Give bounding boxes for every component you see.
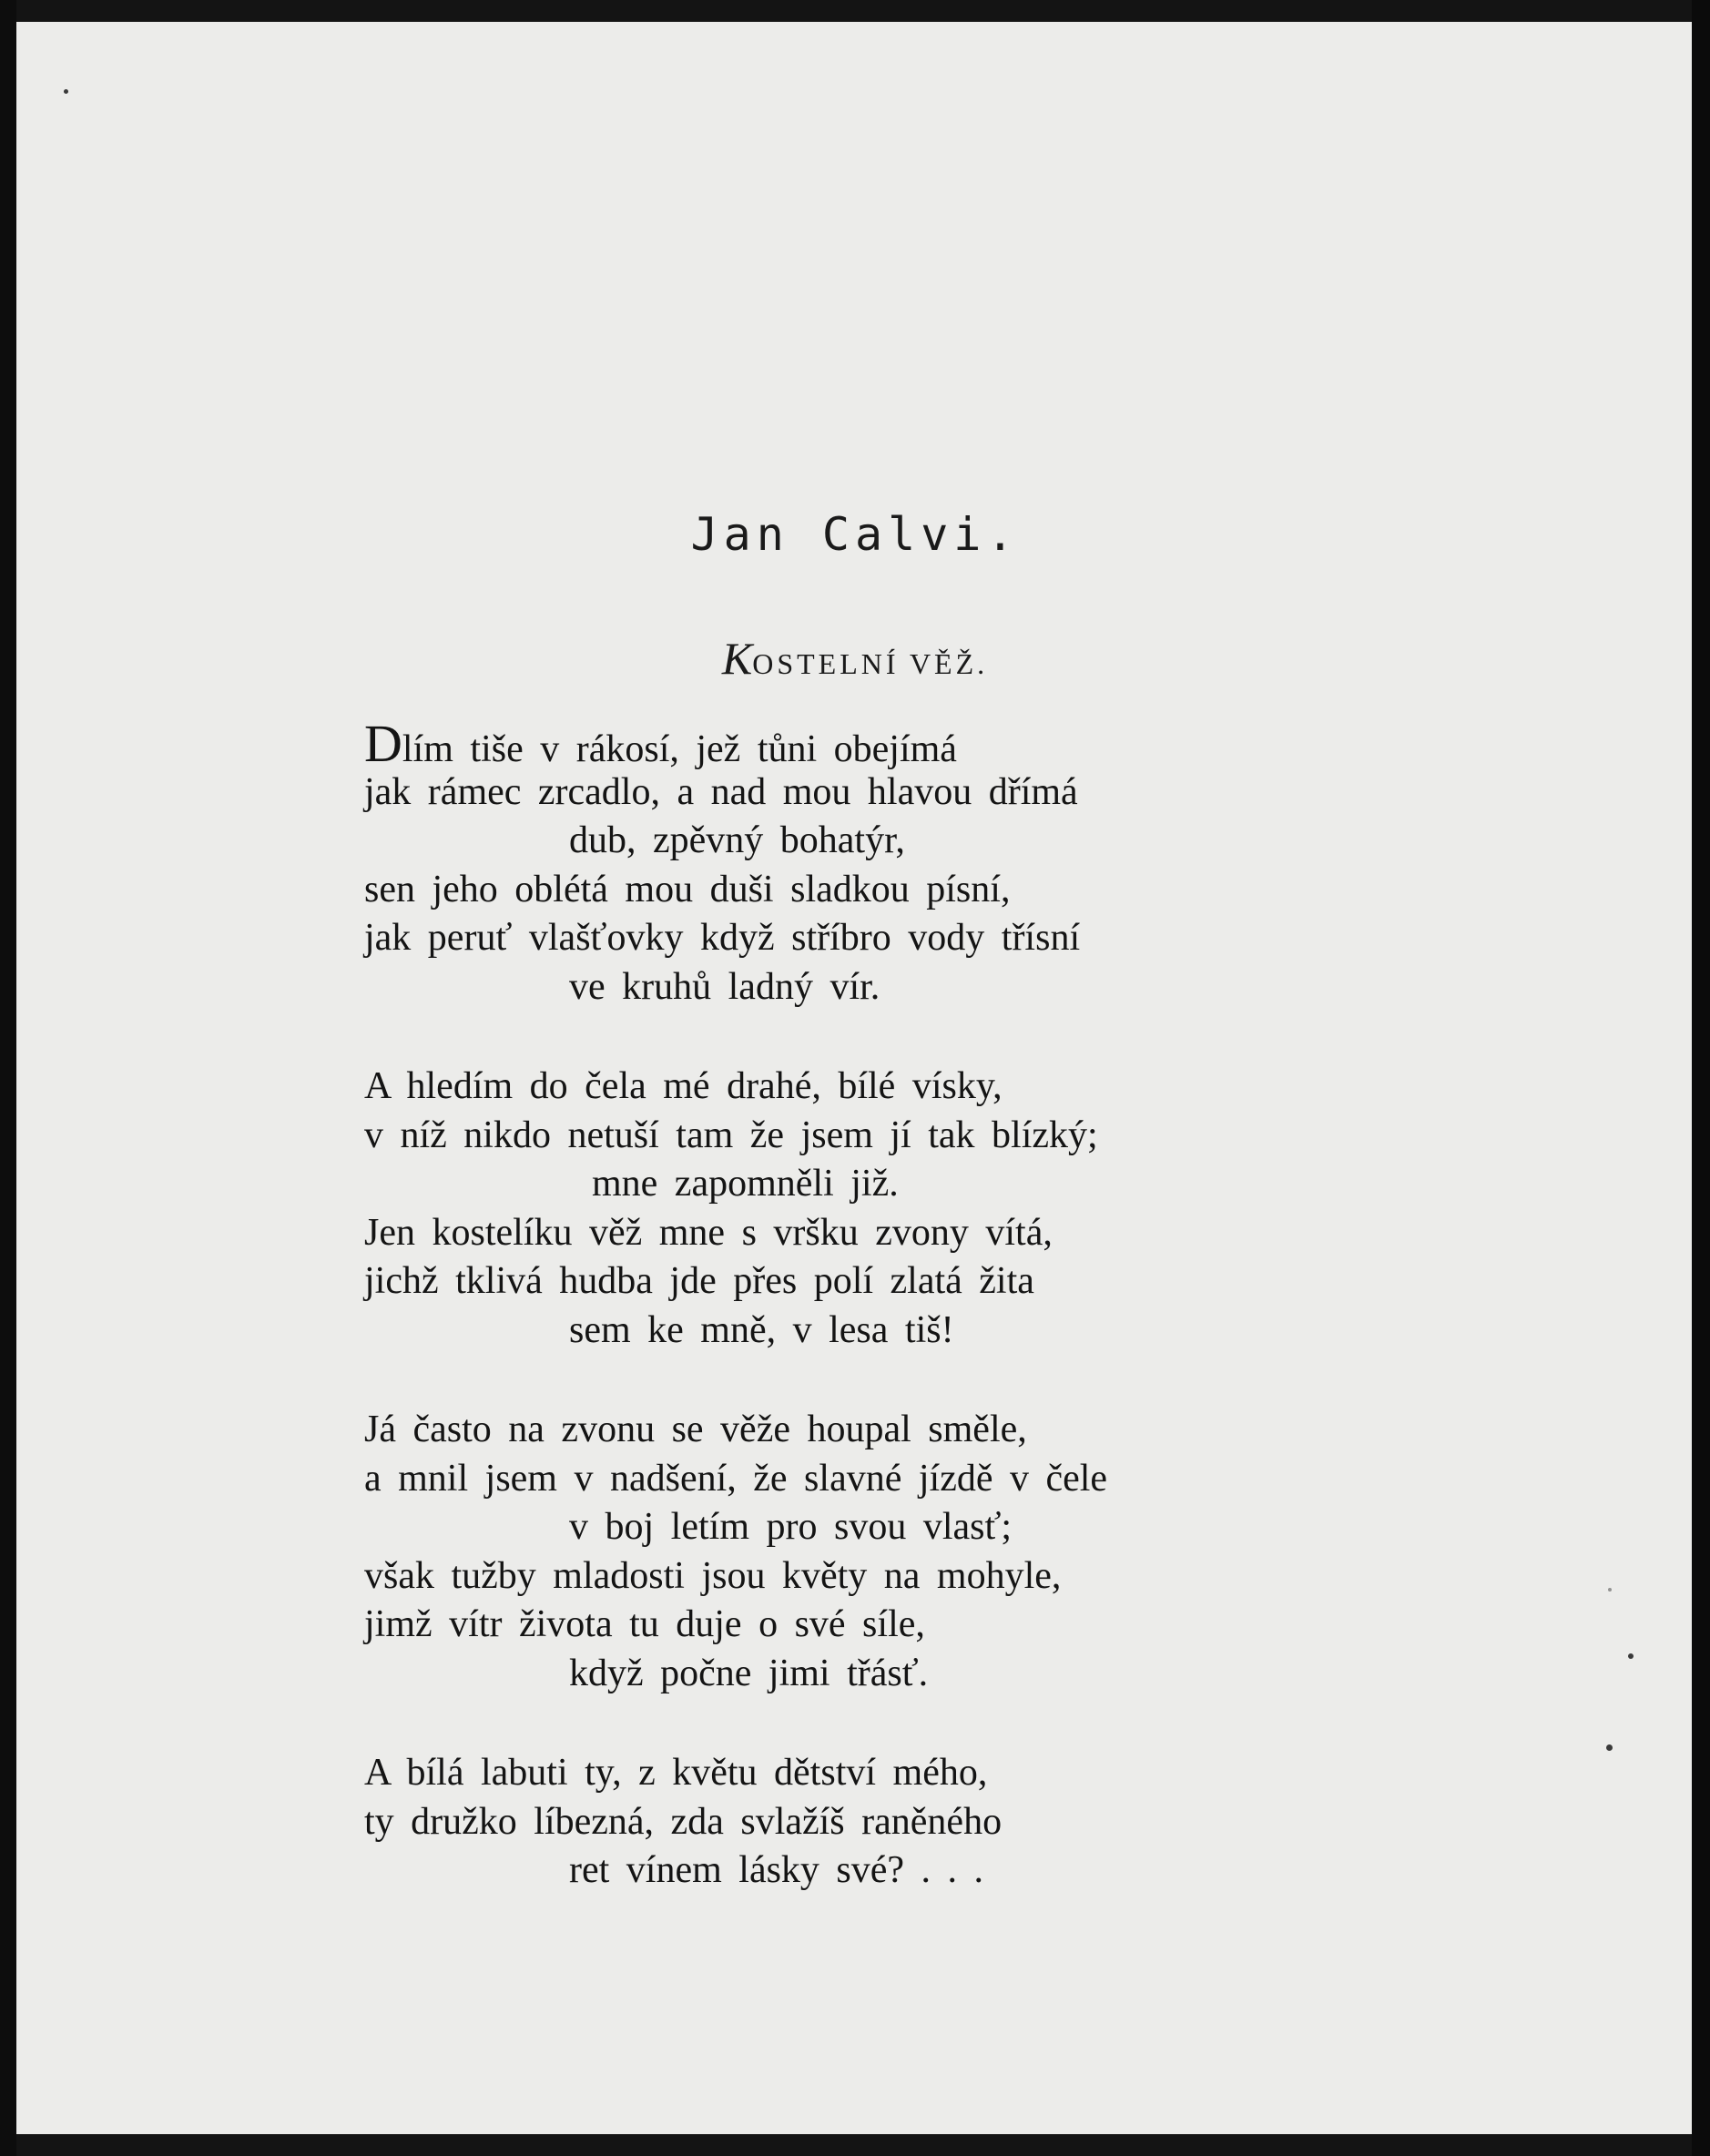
poem-title-rest: OSTELNÍ VĚŽ. (752, 647, 989, 680)
poem-line-rest: lím tiše v rákosí, jež tůni obejímá (402, 728, 957, 770)
poem-line: ve kruhů ladný vír. (569, 965, 880, 1008)
poem-line: dub, zpěvný bohatýr, (569, 819, 905, 861)
scan-border-bottom (0, 2134, 1710, 2156)
poem-line: Jen kostelíku věž mne s vršku zvony vítá, (364, 1211, 1053, 1254)
poem-line: mne zapomněli již. (592, 1163, 899, 1205)
scan-border-right (1692, 0, 1710, 2156)
poem-line: v boj letím pro svou vlasť; (569, 1506, 1013, 1548)
scan-border-left (0, 0, 16, 2156)
poem-line: a mnil jsem v nadšení, že slavné jízdě v čele (364, 1457, 1108, 1500)
poem-body (364, 714, 1348, 1947)
poem-stanza (364, 1063, 1348, 1355)
drop-cap: D (364, 714, 402, 773)
poem-line: když počne jimi třásť. (569, 1652, 929, 1694)
scan-border-top (0, 0, 1710, 22)
poem-line: sen jeho oblétá mou duši sladkou písní, (364, 868, 1011, 910)
poem-line (364, 714, 1348, 773)
poem-stanza (364, 1406, 1348, 1698)
poem-title (0, 632, 1710, 685)
poem-line: však tužby mladosti jsou květy na mohyle, (364, 1554, 1062, 1597)
paper-speck (1606, 1744, 1613, 1751)
poem-line: v níž nikdo netuší tam že jsem jí tak blízký; (364, 1114, 1098, 1156)
poem-line: sem ke mně, v lesa tiš! (569, 1308, 954, 1351)
poem-line: jak rámec zrcadlo, a nad mou hlavou dřímá (364, 770, 1078, 813)
poem-line: jimž vítr života tu duje o své síle, (364, 1603, 925, 1645)
author-heading: Jan Calvi. (690, 508, 1020, 561)
poem-line: ret vínem lásky své? . . . (569, 1849, 984, 1891)
poem-title-initial: K (721, 633, 753, 684)
paper-speck (1628, 1653, 1634, 1659)
poem-line: jichž tklivá hudba jde přes polí zlatá žita (364, 1260, 1034, 1302)
poem-line: A bílá labuti ty, z květu dětství mého, (364, 1752, 988, 1794)
poem-line: Já často na zvonu se věže houpal směle, (364, 1409, 1027, 1450)
poem-line: A hledím do čela mé drahé, bílé vísky, (364, 1065, 1003, 1107)
paper-speck (64, 89, 68, 94)
poem-stanza (364, 1749, 1348, 1896)
paper-speck (1608, 1588, 1612, 1592)
poem-stanza (364, 714, 1348, 1012)
poem-line: jak peruť vlašťovky když stříbro vody třísní (364, 917, 1081, 959)
poem-line: ty družko líbezná, zda svlažíš raněného (364, 1800, 1003, 1843)
